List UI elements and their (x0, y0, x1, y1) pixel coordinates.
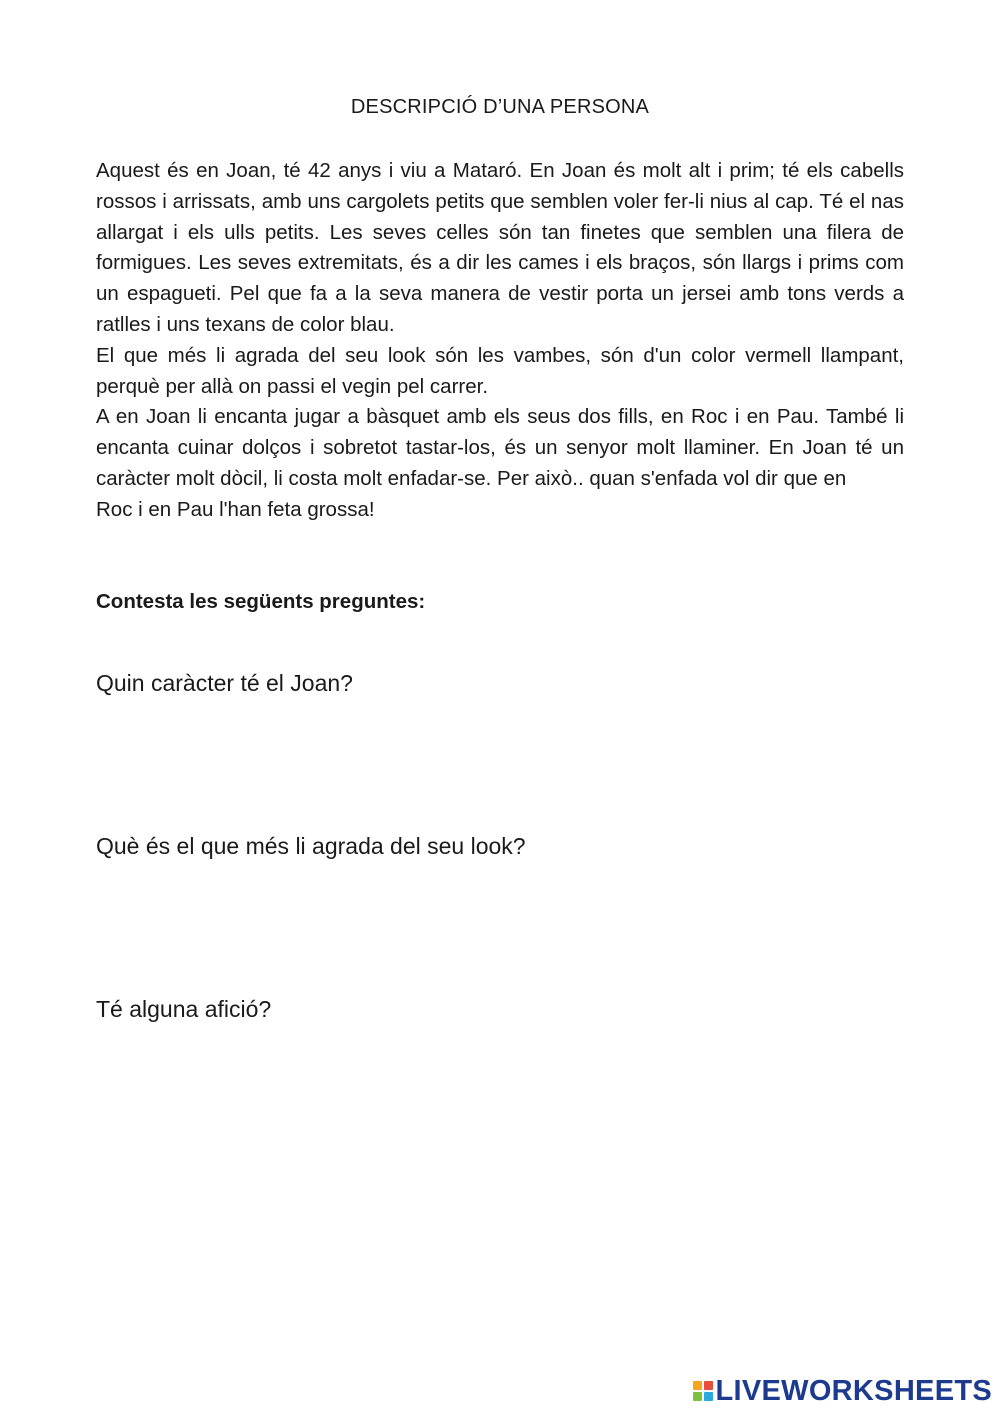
paragraph: Roc i en Pau l'han feta grossa! (96, 497, 375, 521)
question-3: Té alguna afició? (96, 996, 272, 1022)
paragraph: A en Joan li encanta jugar a bàsquet amb els seus dos fills, en Roc i en Pau. També li encanta cuinar dolços i sobretot tastar-los, és un senyor molt llaminer. En Joan té un caràcter molt dòcil, li costa molt enfadar-se. Per això.. quan s'enfada vol dir que en (96, 405, 904, 490)
liveworksheets-logo-icon (693, 1381, 713, 1401)
instruction-heading: Contesta les següents preguntes: (96, 590, 426, 613)
paragraph: Aquest és en Joan, té 42 anys i viu a Mataró. En Joan és molt alt i prim; té els cabells rossos i arrissats, amb uns cargolets petits que semblen voler fer-li nius al cap. Té el nas allargat i els ulls petits. Les seves celles són tan finetes que semblen una filera de formigues. Les seves extremitats, és a dir les cames i els braços, són llargs i prims com un espagueti. Pel que fa a la seva manera de vestir porta un jersei amb tons verds a ratlles i uns texans de color blau. (96, 159, 904, 336)
question-2: Què és el que més li agrada del seu look? (96, 833, 526, 859)
paragraph: El que més li agrada del seu look són les vambes, són d'un color vermell llampant, perquè per allà on passi el vegin pel carrer. (96, 343, 904, 398)
logo-text: LIVEWORKSHEETS (715, 1374, 992, 1407)
document-title: DESCRIPCIÓ D’UNA PERSONA (350, 96, 650, 118)
liveworksheets-logo (693, 1373, 993, 1409)
description-text (96, 156, 904, 526)
question-1: Quin caràcter té el Joan? (96, 670, 353, 696)
